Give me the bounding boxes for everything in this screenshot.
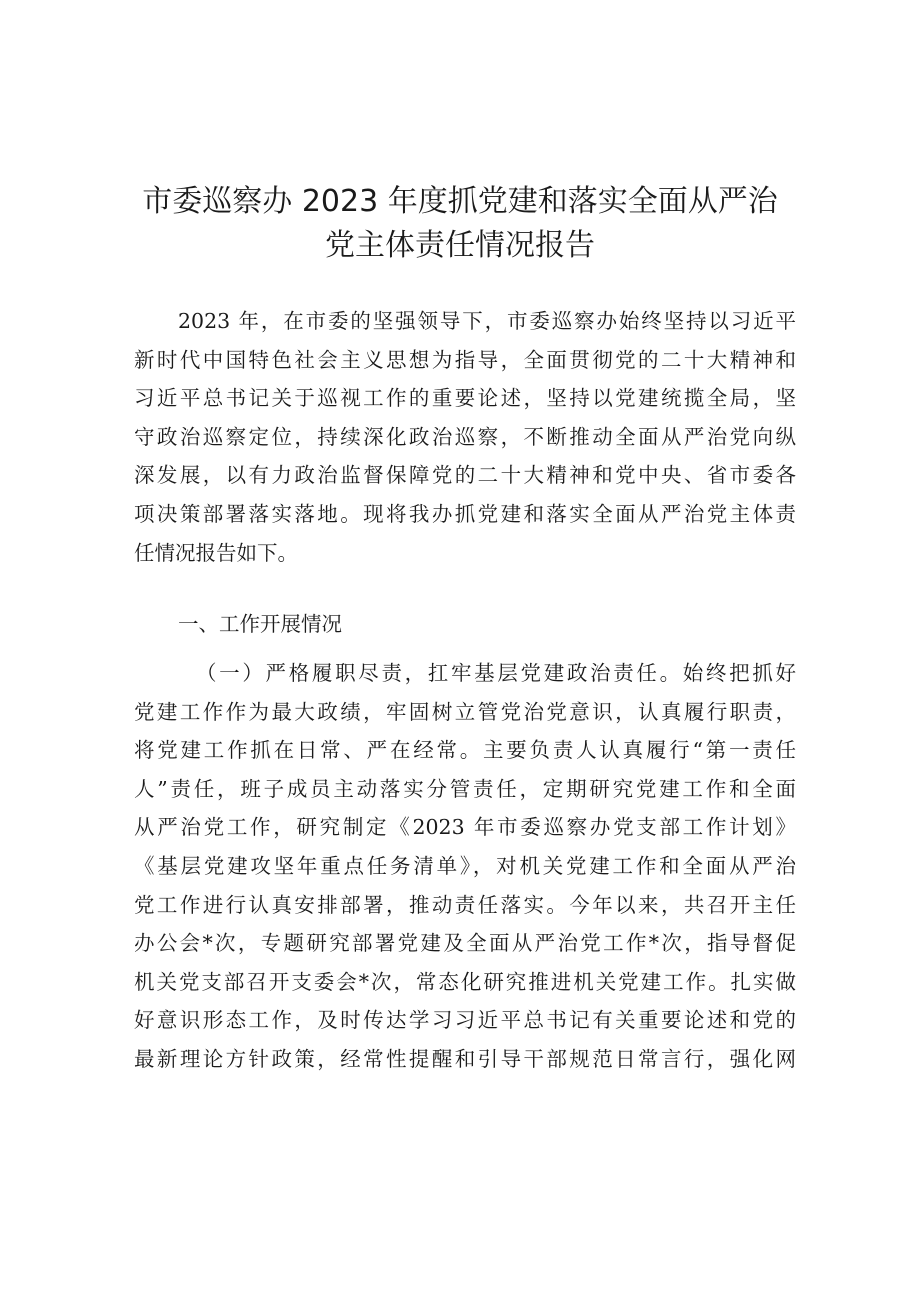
sub-line-10: 好意识形态工作，及时传达学习习近平总书记有关重要论述和党的 [134, 1008, 796, 1033]
section-heading [134, 605, 796, 644]
intro-line-4: 守政治巡察定位，持续深化政治巡察，不断推动全面从严治党向纵 [134, 424, 796, 449]
intro-paragraph [134, 302, 796, 572]
sub-line-9: 机关党支部召开支委会*次，常态化研究推进机关党建工作。扎实做 [134, 969, 796, 994]
sub-line-7: 党工作进行认真安排部署，推动责任落实。今年以来，共召开主任 [134, 892, 796, 917]
section-heading-text: 一、工作开展情况 [178, 612, 342, 636]
report-title [60, 180, 860, 268]
intro-line-5: 深发展，以有力政治监督保障党的二十大精神和党中央、省市委各 [134, 463, 796, 488]
sub-line-11: 最新理论方针政策，经常性提醒和引导干部规范日常言行，强化网 [134, 1046, 796, 1071]
subsection-paragraph [134, 654, 796, 1079]
sub-line-5: 从严治党工作，研究制定《2023 年市委巡察办党支部工作计划》 [134, 815, 796, 840]
intro-line-1: 2023 年，在市委的坚强领导下，市委巡察办始终坚持以习近平 [178, 309, 796, 333]
intro-line-6: 项决策部署落实落地。现将我办抓党建和落实全面从严治党主体责 [134, 501, 796, 526]
intro-line-3: 习近平总书记关于巡视工作的重要论述，坚持以党建统揽全局，坚 [134, 386, 796, 411]
intro-line-2: 新时代中国特色社会主义思想为指导，全面贯彻党的二十大精神和 [134, 347, 796, 372]
sub-line-1: （一）严格履职尽责，扛牢基层党建政治责任。始终把抓好 [196, 661, 796, 685]
sub-line-2: 党建工作作为最大政绩，牢固树立管党治党意识，认真履行职责， [134, 699, 796, 724]
intro-line-7: 任情况报告如下。 [134, 540, 298, 565]
title-line-2: 党主体责任情况报告 [325, 228, 595, 263]
sub-line-8: 办公会*次，专题研究部署党建及全面从严治党工作*次，指导督促 [134, 931, 796, 956]
title-line-1: 市委巡察办 2023 年度抓党建和落实全面从严治 [142, 184, 778, 219]
sub-line-4: 人”责任，班子成员主动落实分管责任，定期研究党建工作和全面 [134, 776, 796, 801]
sub-line-6: 《基层党建攻坚年重点任务清单》，对机关党建工作和全面从严治 [134, 853, 796, 878]
sub-line-3: 将党建工作抓在日常、严在经常。主要负责人认真履行“第一责任 [134, 738, 796, 763]
